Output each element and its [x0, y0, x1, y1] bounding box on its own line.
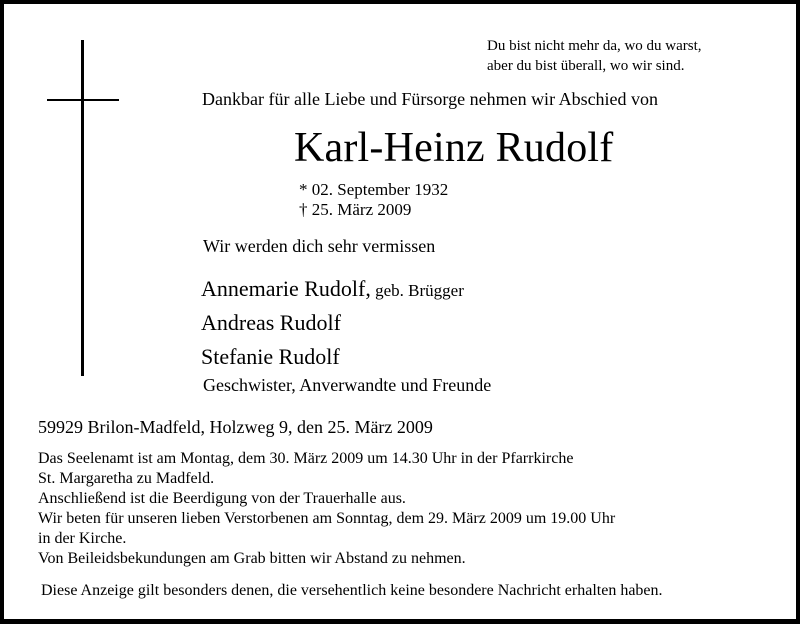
life-dates	[299, 180, 448, 220]
address-date-line: 59929 Brilon-Madfeld, Holzweg 9, den 25. März 2009	[38, 417, 433, 437]
service-line: Anschließend ist die Beerdigung von der Trauerhalle aus.	[38, 490, 406, 507]
motto-quote	[487, 36, 702, 76]
family-member-1	[201, 276, 464, 302]
service-line: St. Margaretha zu Madfeld.	[38, 470, 215, 487]
family-member-3: Stefanie Rudolf	[201, 344, 340, 369]
cross-icon-bar	[47, 99, 119, 101]
motto-line-1: Du bist nicht mehr da, wo du warst,	[487, 38, 702, 54]
family-others: Geschwister, Anverwandte und Freunde	[203, 375, 492, 395]
deceased-name: Karl-Heinz Rudolf	[294, 125, 614, 171]
service-line: Das Seelenamt ist am Montag, dem 30. März 2009 um 14.30 Uhr in der Pfarrkirche	[38, 450, 574, 467]
motto-line-2: aber du bist überall, wo wir sind.	[487, 58, 685, 74]
service-line: Wir beten für unseren lieben Verstorbenen am Sonntag, dem 29. März 2009 um 19.00 Uhr	[38, 510, 616, 527]
family-member-2: Andreas Rudolf	[201, 310, 341, 335]
family-member-1-name: Annemarie Rudolf,	[201, 276, 371, 301]
service-details	[38, 449, 615, 569]
family-member-1-note: geb. Brügger	[370, 281, 464, 300]
service-line: Von Beileidsbekundungen am Grab bitten wir Abstand zu nehmen.	[38, 550, 466, 567]
service-line: in der Kirche.	[38, 530, 127, 547]
birth-date: * 02. September 1932	[299, 180, 449, 199]
intro-text: Dankbar für alle Liebe und Fürsorge nehmen wir Abschied von	[202, 89, 659, 109]
footer-note: Diese Anzeige gilt besonders denen, die versehentlich keine besondere Nachricht erhalten haben.	[41, 582, 663, 599]
cross-icon	[81, 40, 84, 376]
farewell-text: Wir werden dich sehr vermissen	[203, 236, 436, 256]
death-date: † 25. März 2009	[299, 200, 412, 219]
